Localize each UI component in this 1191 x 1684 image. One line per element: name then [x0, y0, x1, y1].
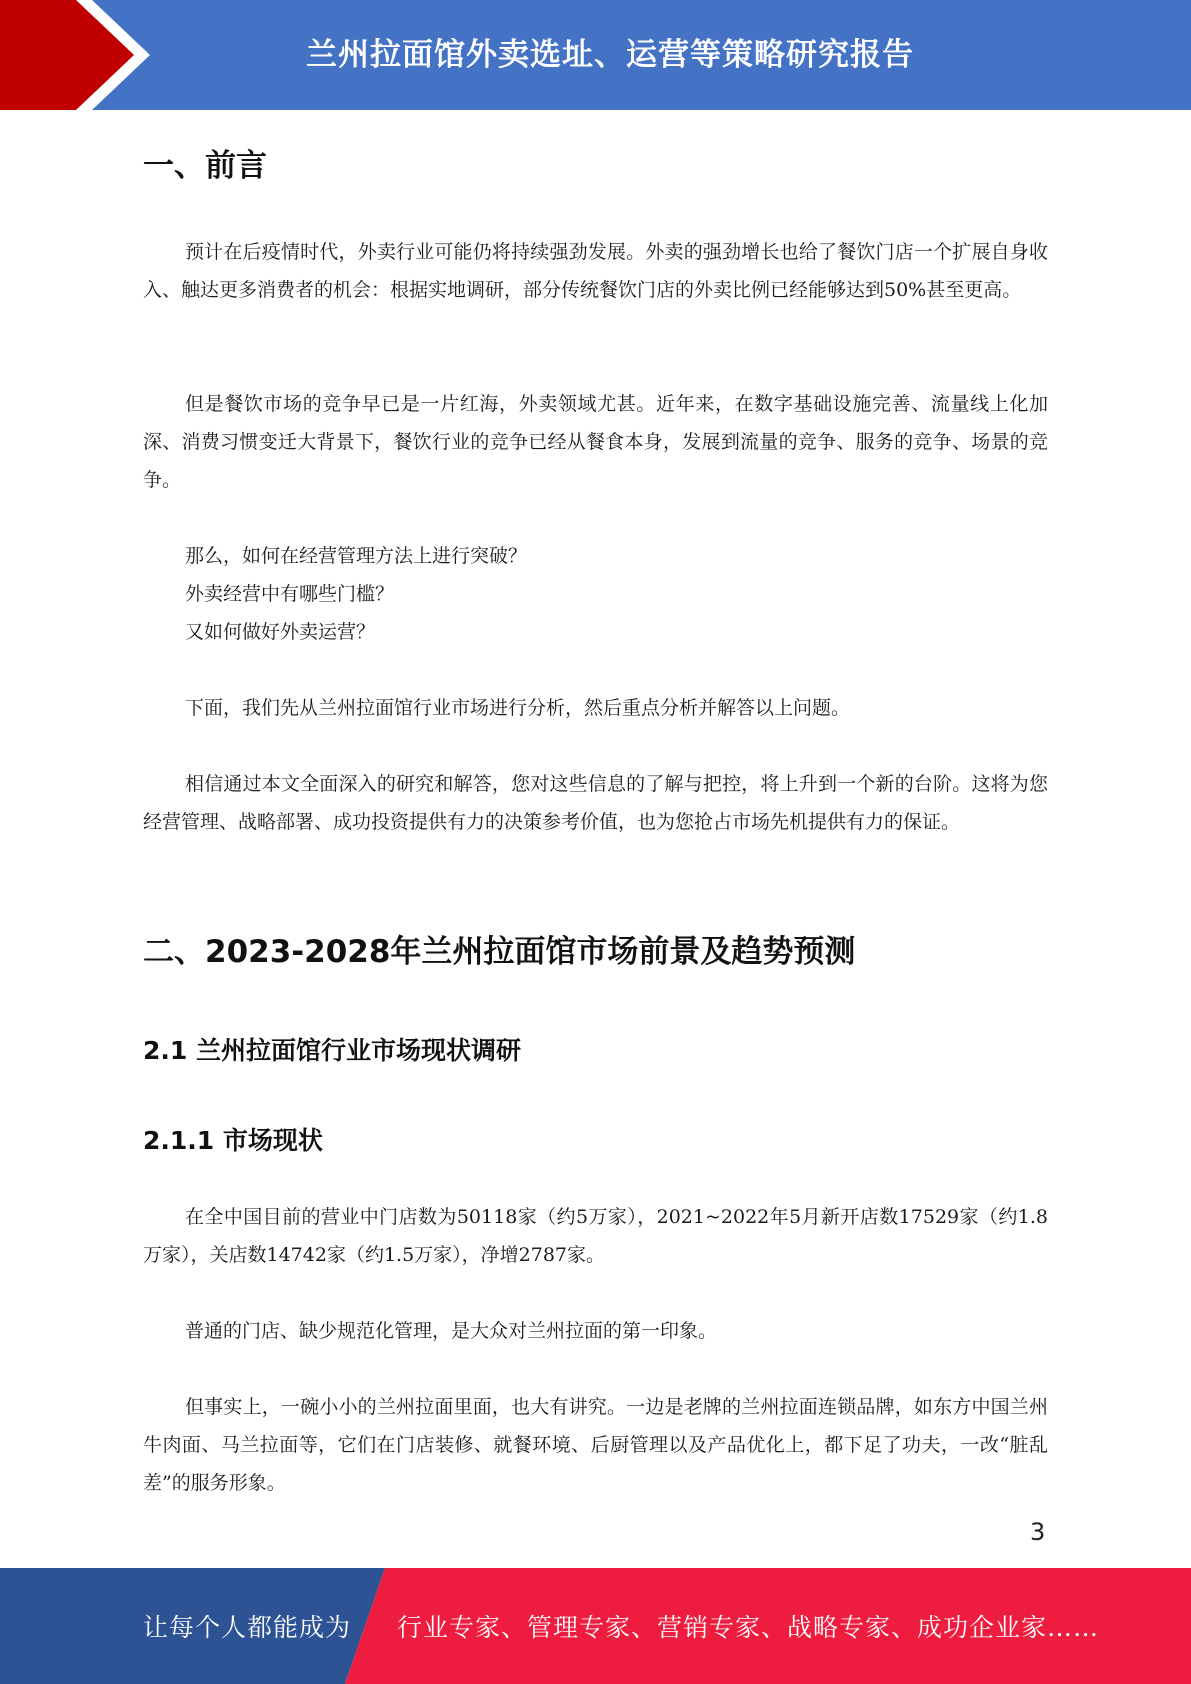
subsection-heading: 2.1 兰州拉面馆行业市场现状调研: [143, 1036, 521, 1065]
footer-slogan-left: 让每个人都能成为: [143, 1613, 352, 1642]
question-line: 又如何做好外卖运营？: [185, 621, 376, 643]
subsubsection-heading: 2.1.1 市场现状: [143, 1126, 323, 1155]
question-line: 那么，如何在经营管理方法上进行突破？: [185, 545, 528, 567]
paragraph: 在全中国目前的营业中门店数为50118家（约5万家），2021~2022年5月新开店数17529家（约1.8万家），关店数14742家（约1.5万家），净增2787家。: [143, 1206, 1048, 1266]
page-number: 3: [1030, 1518, 1046, 1546]
page-header: [0, 0, 1191, 110]
paragraph: 下面，我们先从兰州拉面馆行业市场进行分析，然后重点分析并解答以上问题。: [185, 697, 851, 719]
paragraph: 相信通过本文全面深入的研究和解答，您对这些信息的了解与把控，将上升到一个新的台阶。这将为您经营管理、战略部署、成功投资提供有力的决策参考价值，也为您抢占市场先机提供有力的保证。: [143, 773, 1048, 833]
section-heading-forecast: 二、2023-2028年兰州拉面馆市场前景及趋势预测: [143, 934, 856, 970]
report-title: 兰州拉面馆外卖选址、运营等策略研究报告: [306, 36, 914, 73]
paragraph: 但事实上，一碗小小的兰州拉面里面，也大有讲究。一边是老牌的兰州拉面连锁品牌，如东方中国兰州牛肉面、马兰拉面等，它们在门店装修、就餐环境、后厨管理以及产品优化上，都下足了功夫，一改“脏乱差”的服务形象。: [143, 1396, 1048, 1494]
footer-slogan-right: 行业专家、管理专家、营销专家、战略专家、成功企业家……: [397, 1613, 1100, 1642]
paragraph: 预计在后疫情时代，外卖行业可能仍将持续强劲发展。外卖的强劲增长也给了餐饮门店一个扩展自身收入、触达更多消费者的机会：根据实地调研，部分传统餐饮门店的外卖比例已经能够达到50%甚至更高。: [143, 241, 1048, 301]
page-footer: [0, 1568, 1191, 1684]
paragraph: 但是餐饮市场的竞争早已是一片红海，外卖领域尤甚。近年来，在数字基础设施完善、流量线上化加深、消费习惯变迁大背景下，餐饮行业的竞争已经从餐食本身，发展到流量的竞争、服务的竞争、场景的竞争。: [143, 393, 1048, 491]
section-heading-preface: 一、前言: [143, 148, 267, 184]
question-line: 外卖经营中有哪些门槛？: [185, 583, 395, 605]
paragraph: 普通的门店、缺少规范化管理，是大众对兰州拉面的第一印象。: [185, 1320, 718, 1342]
